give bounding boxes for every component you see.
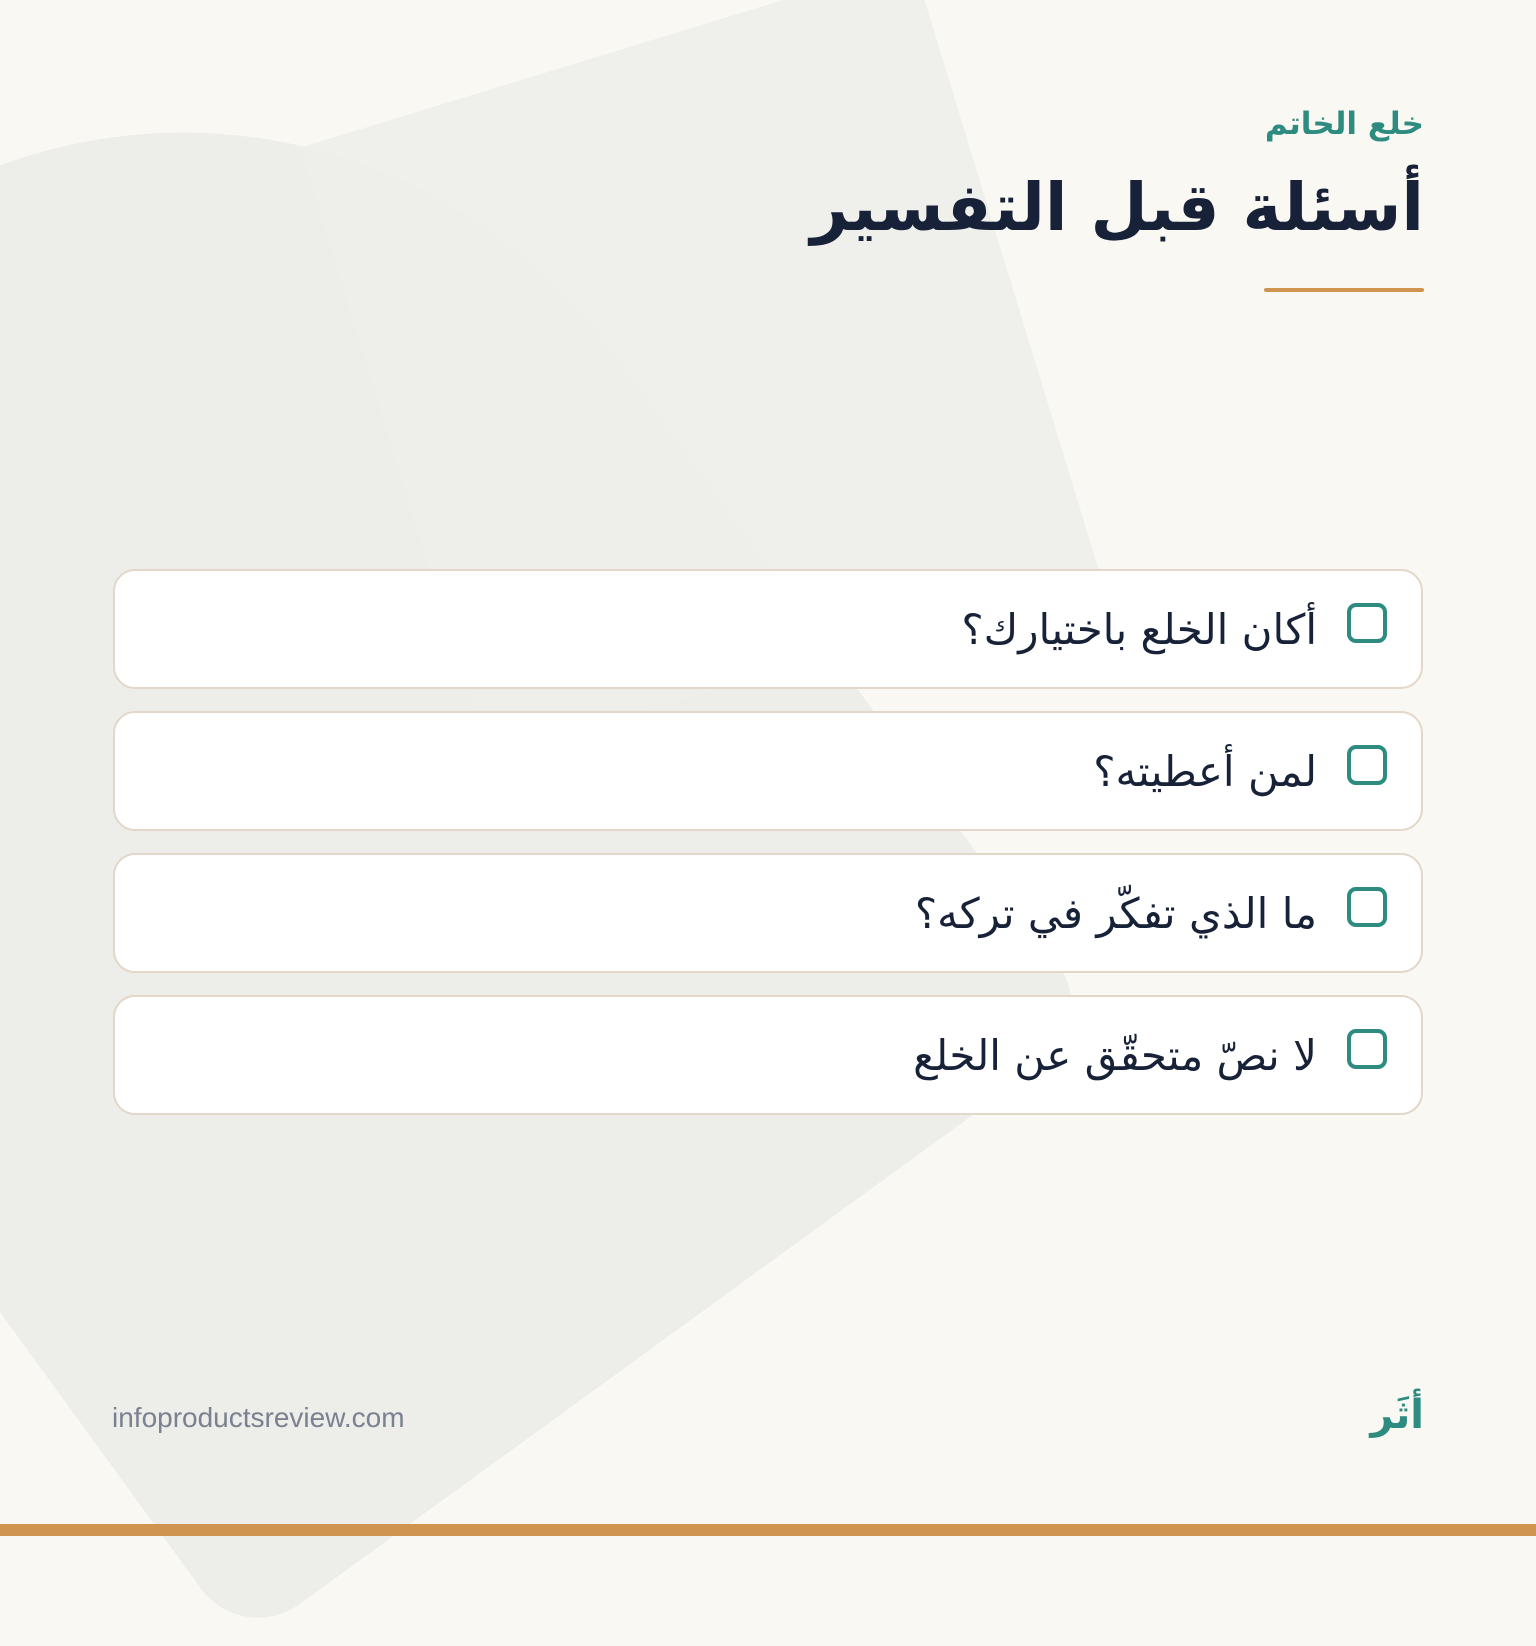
checklist-item[interactable] <box>113 995 1423 1115</box>
checklist-item-label: لمن أعطيته؟ <box>1093 746 1317 796</box>
checklist-item-label: أكان الخلع باختيارك؟ <box>961 604 1317 654</box>
checklist-item-label: ما الذي تفكّر في تركه؟ <box>914 888 1317 938</box>
page-title: أسئلة قبل التفسير <box>810 169 1424 246</box>
checklist-item[interactable] <box>113 711 1423 831</box>
checklist-item[interactable] <box>113 569 1423 689</box>
checkbox-icon[interactable] <box>1347 887 1387 927</box>
eyebrow-label: خلع الخاتم <box>1264 106 1424 142</box>
checkbox-icon[interactable] <box>1347 745 1387 785</box>
checklist-item[interactable] <box>113 853 1423 973</box>
checkbox-icon[interactable] <box>1347 603 1387 643</box>
brand-logo: أثَر <box>1370 1392 1424 1438</box>
checklist <box>113 569 1423 1137</box>
title-divider <box>1264 288 1424 292</box>
checklist-item-label: لا نصّ متحقّق عن الخلع <box>913 1030 1317 1080</box>
checkbox-icon[interactable] <box>1347 1029 1387 1069</box>
footer-url: infoproductsreview.com <box>112 1402 405 1433</box>
